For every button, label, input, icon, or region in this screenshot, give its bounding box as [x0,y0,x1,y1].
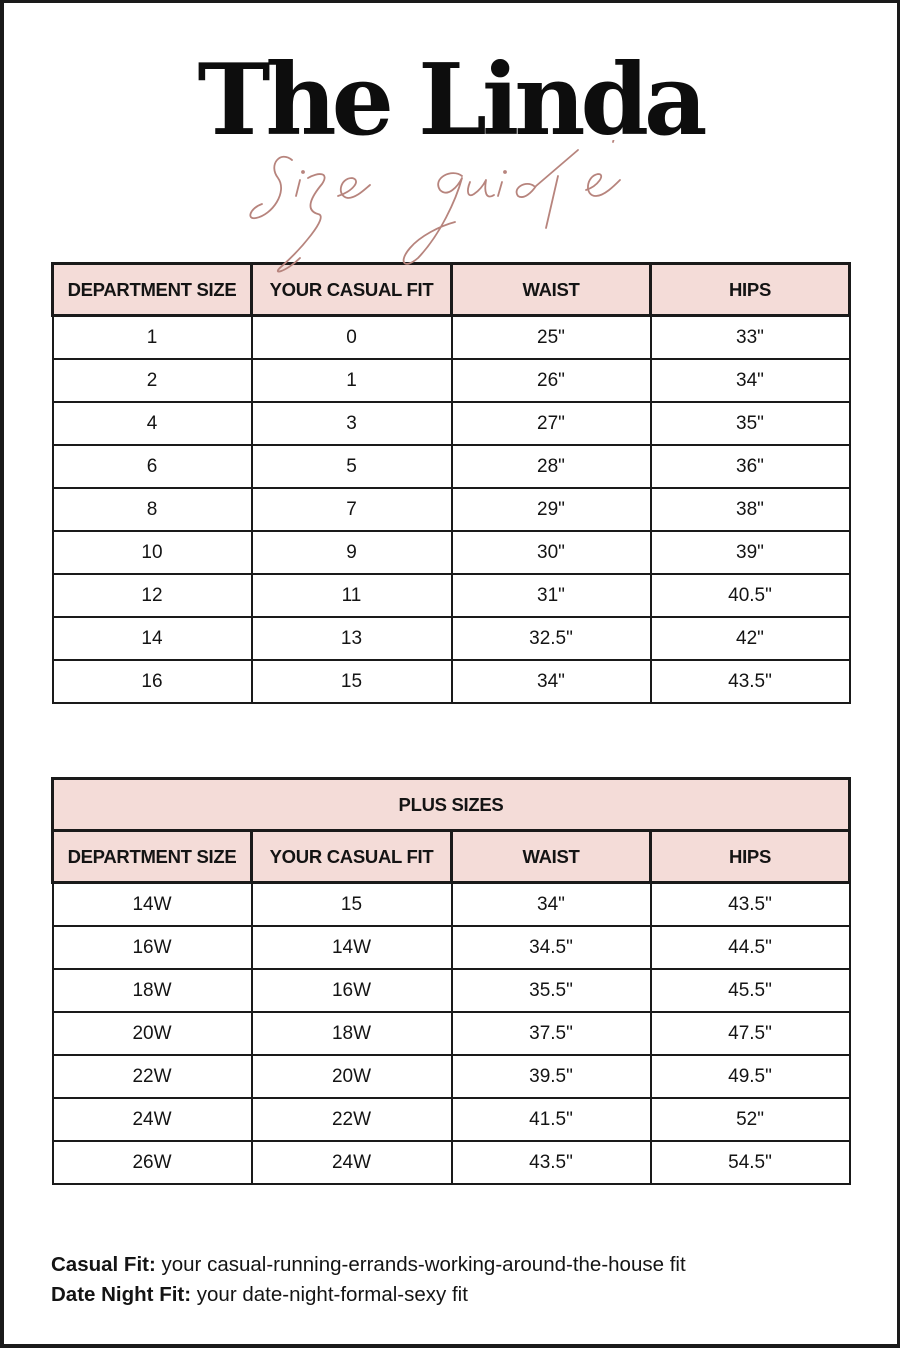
cell-waist: 34" [452,660,651,703]
table-header-row [53,831,850,883]
table-row [53,359,850,402]
cell-department-size: 2 [53,359,252,402]
cell-casual-fit: 3 [252,402,452,445]
table-row [53,1141,850,1184]
cell-department-size: 12 [53,574,252,617]
cell-waist: 37.5" [452,1012,651,1055]
note-casual-fit [51,1250,686,1280]
cell-hips: 49.5" [651,1055,850,1098]
cell-department-size: 16W [53,926,252,969]
cell-waist: 35.5" [452,969,651,1012]
cell-waist: 39.5" [452,1055,651,1098]
subtitle-script [0,150,900,218]
cell-department-size: 4 [53,402,252,445]
cell-casual-fit: 9 [252,531,452,574]
cell-casual-fit: 15 [252,660,452,703]
table-row [53,488,850,531]
standard-size-rows [53,316,850,704]
cell-waist: 27" [452,402,651,445]
table-row [53,1012,850,1055]
cell-casual-fit: 11 [252,574,452,617]
table-row [53,969,850,1012]
cell-hips: 36" [651,445,850,488]
cell-department-size: 22W [53,1055,252,1098]
cell-department-size: 14 [53,617,252,660]
plus-size-table [51,777,851,1185]
cell-hips: 42" [651,617,850,660]
note-text: your casual-running-errands-working-around-the-house fit [155,1253,686,1276]
plus-size-rows [53,883,850,1185]
cell-department-size: 18W [53,969,252,1012]
cell-hips: 47.5" [651,1012,850,1055]
column-header-waist: WAIST [452,831,651,883]
column-header-department-size: DEPARTMENT SIZE [53,264,252,316]
table-row [53,316,850,360]
cell-waist: 29" [452,488,651,531]
cell-casual-fit: 7 [252,488,452,531]
cell-waist: 25" [452,316,651,360]
table-row [53,1055,850,1098]
note-text: your date-night-formal-sexy fit [191,1283,468,1306]
cell-casual-fit: 18W [252,1012,452,1055]
cell-casual-fit: 14W [252,926,452,969]
cell-hips: 38" [651,488,850,531]
cell-casual-fit: 13 [252,617,452,660]
note-date-night-fit [51,1280,686,1310]
column-header-hips: HIPS [651,831,850,883]
cell-casual-fit: 0 [252,316,452,360]
cell-department-size: 1 [53,316,252,360]
column-header-casual-fit: YOUR CASUAL FIT [252,264,452,316]
cell-hips: 44.5" [651,926,850,969]
cell-hips: 45.5" [651,969,850,1012]
cell-casual-fit: 1 [252,359,452,402]
cell-department-size: 16 [53,660,252,703]
cell-waist: 41.5" [452,1098,651,1141]
brand-title: The Linda [197,43,703,158]
cell-waist: 30" [452,531,651,574]
table-row [53,574,850,617]
cell-hips: 34" [651,359,850,402]
cell-department-size: 26W [53,1141,252,1184]
cell-casual-fit: 22W [252,1098,452,1141]
cell-casual-fit: 20W [252,1055,452,1098]
table-row [53,660,850,703]
cell-waist: 43.5" [452,1141,651,1184]
cell-department-size: 8 [53,488,252,531]
cell-waist: 34" [452,883,651,927]
cell-casual-fit: 16W [252,969,452,1012]
table-row [53,617,850,660]
cell-hips: 40.5" [651,574,850,617]
column-header-waist: WAIST [452,264,651,316]
table-row [53,402,850,445]
fit-notes [51,1250,686,1310]
table-header-row [53,264,850,316]
cell-hips: 43.5" [651,883,850,927]
table-row [53,926,850,969]
cell-hips: 39" [651,531,850,574]
cell-hips: 35" [651,402,850,445]
table-row [53,1098,850,1141]
column-header-hips: HIPS [651,264,850,316]
cell-casual-fit: 5 [252,445,452,488]
cell-casual-fit: 15 [252,883,452,927]
plus-sizes-title: PLUS SIZES [53,779,850,831]
column-header-casual-fit: YOUR CASUAL FIT [252,831,452,883]
cell-waist: 34.5" [452,926,651,969]
table-row [53,883,850,927]
cell-hips: 54.5" [651,1141,850,1184]
standard-size-table [51,262,851,704]
cell-casual-fit: 24W [252,1141,452,1184]
plus-title-row [53,779,850,831]
note-term: Casual Fit: [51,1253,156,1276]
cell-hips: 43.5" [651,660,850,703]
cell-waist: 26" [452,359,651,402]
note-term: Date Night Fit: [51,1283,192,1306]
table-row [53,531,850,574]
cell-hips: 33" [651,316,850,360]
cell-department-size: 10 [53,531,252,574]
cell-waist: 31" [452,574,651,617]
cell-waist: 28" [452,445,651,488]
cell-department-size: 6 [53,445,252,488]
cell-waist: 32.5" [452,617,651,660]
cell-department-size: 24W [53,1098,252,1141]
column-header-department-size: DEPARTMENT SIZE [53,831,252,883]
table-row [53,445,850,488]
cell-department-size: 20W [53,1012,252,1055]
cell-hips: 52" [651,1098,850,1141]
cell-department-size: 14W [53,883,252,927]
